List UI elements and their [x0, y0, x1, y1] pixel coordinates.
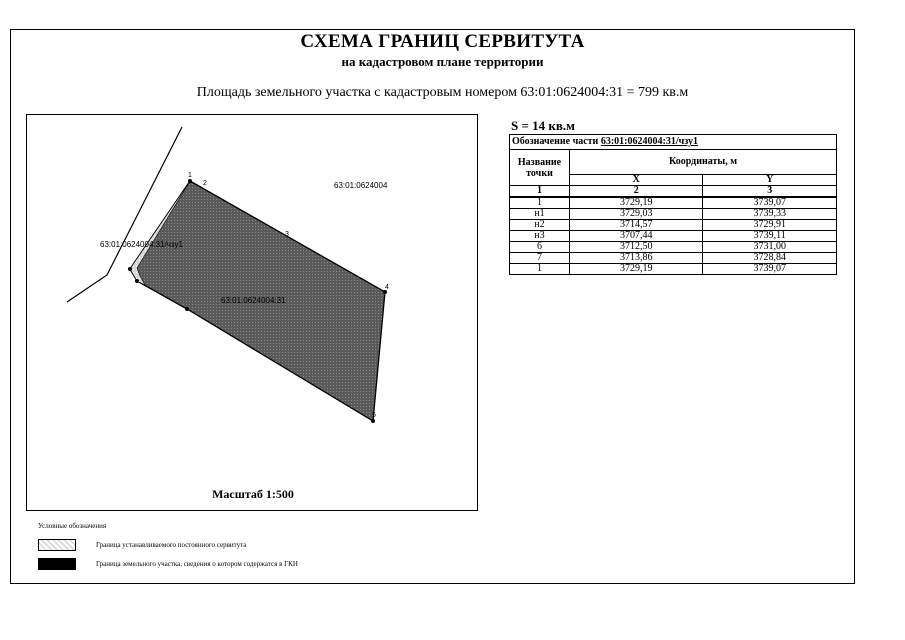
- point-label-3: 3: [285, 231, 289, 238]
- parcel-swatch: [38, 558, 76, 570]
- table-row: [510, 197, 837, 209]
- y-value: 3739,07: [703, 197, 837, 209]
- col-y: Y: [703, 175, 837, 186]
- x-value: 3729,19: [570, 264, 703, 275]
- col-point-name: Название точки: [510, 150, 570, 186]
- point-name: 1: [510, 264, 570, 275]
- x-value: 3713,86: [570, 253, 703, 264]
- x-value: 3707,44: [570, 231, 703, 242]
- point-name: н3: [510, 231, 570, 242]
- col-x: X: [570, 175, 703, 186]
- point-label-2: 2: [203, 180, 207, 187]
- legend-item-servitude: [38, 539, 246, 551]
- point-label-1: 1: [188, 172, 192, 179]
- coordinates-table: [509, 134, 837, 275]
- legend-title: Условные обозначения: [38, 522, 107, 530]
- point-marker: [128, 267, 132, 271]
- y-value: 3739,33: [703, 209, 837, 220]
- col-numbers-row: [510, 186, 837, 198]
- x-value: 3729,03: [570, 209, 703, 220]
- servitude-area: S = 14 кв.м: [511, 118, 576, 133]
- point-marker: [371, 419, 375, 423]
- part-prefix: Обозначение части: [512, 136, 599, 147]
- point-name: 7: [510, 253, 570, 264]
- cadastral-map: [26, 114, 478, 511]
- parcel-label: 63:01:0624004:31: [221, 296, 286, 305]
- point-marker: [188, 179, 192, 183]
- legend-item-parcel: [38, 558, 298, 570]
- y-value: 3739,07: [703, 264, 837, 275]
- table-row: [510, 264, 837, 275]
- block-label: 63:01:0624004: [334, 181, 388, 190]
- y-value: 3729,91: [703, 220, 837, 231]
- part-label: 63:01:0624004:31/чзу1: [100, 240, 183, 249]
- map-drawing: [27, 115, 479, 512]
- col-number: 2: [570, 186, 703, 198]
- point-marker: [185, 307, 189, 311]
- servitude-swatch: [38, 539, 76, 551]
- col-number: 1: [510, 186, 570, 198]
- table-row: [510, 253, 837, 264]
- part-designation: [510, 135, 837, 150]
- point-label-5: 5: [372, 412, 376, 419]
- x-value: 3714,57: [570, 220, 703, 231]
- table-row: [510, 220, 837, 231]
- point-name: н2: [510, 220, 570, 231]
- table-row: [510, 242, 837, 253]
- point-marker: [135, 279, 139, 283]
- y-value: 3728,84: [703, 253, 837, 264]
- col-coordinates: Координаты, м: [570, 150, 837, 175]
- table-row: [510, 231, 837, 242]
- x-value: 3712,50: [570, 242, 703, 253]
- legend-item-label: Граница устанавливаемого постоянного сервитута: [96, 541, 247, 549]
- document-title: СХЕМА ГРАНИЦ СЕРВИТУТА: [300, 31, 585, 52]
- point-name: 6: [510, 242, 570, 253]
- table-row: [510, 209, 837, 220]
- legend-item-label: Граница земельного участка, сведения о котором содержатся в ГКН: [96, 560, 298, 568]
- x-value: 3729,19: [570, 197, 703, 209]
- point-name: 1: [510, 197, 570, 209]
- col-number: 3: [703, 186, 837, 198]
- point-name: н1: [510, 209, 570, 220]
- y-value: 3731,00: [703, 242, 837, 253]
- map-scale: Масштаб 1:500: [212, 487, 294, 501]
- document-subtitle: на кадастровом плане территории: [341, 54, 544, 69]
- parcel-area-line: Площадь земельного участка с кадастровым номером 63:01:0624004:31 = 799 кв.м: [196, 85, 689, 100]
- part-code: 63:01:0624004:31/чзу1: [600, 136, 699, 147]
- y-value: 3739,11: [703, 231, 837, 242]
- part-row: [510, 135, 837, 150]
- point-label-4: 4: [385, 284, 389, 291]
